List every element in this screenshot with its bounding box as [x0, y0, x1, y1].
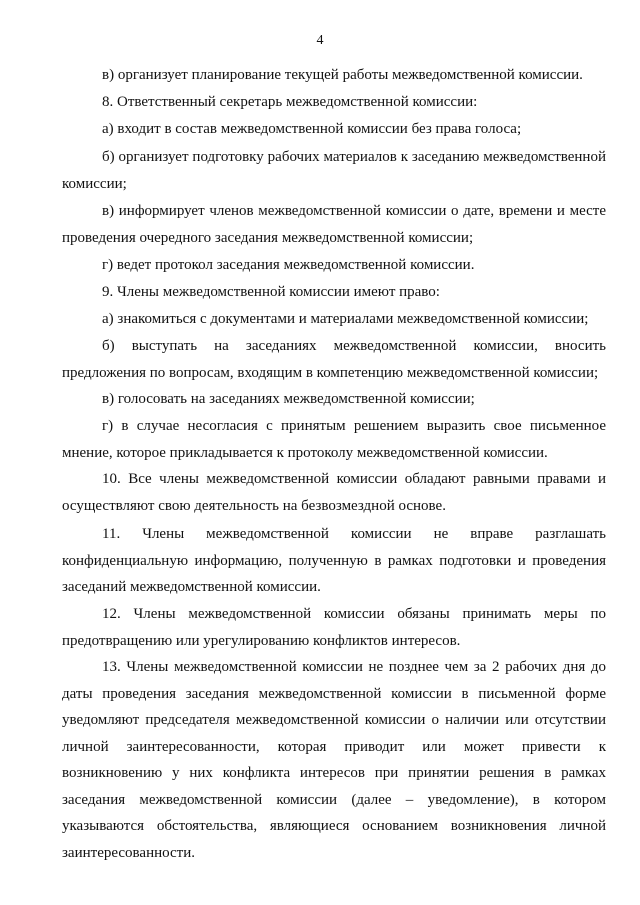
paragraph-8a: а) входит в состав межведомственной комиссии без права голоса;	[102, 121, 522, 137]
paragraph-9b: б) выступать на заседаниях межведомственной комиссии, вносить предложения по вопросам, входящим в компетенцию межведомственной комиссии;	[62, 338, 606, 381]
paragraph-12: 12. Члены межведомственной комиссии обязаны принимать меры по предотвращению или урегулированию конфликтов интересов.	[62, 606, 606, 649]
paragraph-13: 13. Члены межведомственной комиссии не позднее чем за 2 рабочих дня до даты проведения заседания межведомственной комиссии в письменной форме уведомляют председателя межведомственной комиссии о наличии или отсутствии личной заинтересованности, которая приводит или может привести к возникновению у них конфликта интересов при принятии решения в рамках заседания межведомственной комиссии (далее – уведомление), в котором указываются обстоятельства, являющиеся основанием возникновения личной заинтересованности.	[62, 659, 606, 861]
paragraph-9v: в) голосовать на заседаниях межведомственной комиссии;	[102, 391, 475, 407]
paragraph-11: 11. Члены межведомственной комиссии не вправе разглашать конфиденциальную информацию, полученную в рамках подготовки и проведения заседаний межведомственной комиссии.	[62, 526, 606, 595]
paragraph-7v: в) организует планирование текущей работы межведомственной комиссии.	[102, 67, 583, 83]
paragraph-9: 9. Члены межведомственной комиссии имеют право:	[102, 284, 440, 300]
paragraph-9g: г) в случае несогласия с принятым решением выразить свое письменное мнение, которое прикладывается к протоколу межведомственной комиссии.	[62, 418, 606, 461]
paragraph-8g: г) ведет протокол заседания межведомственной комиссии.	[102, 257, 475, 273]
paragraph-8v: в) информирует членов межведомственной комиссии о дате, времени и месте проведения очередного заседания межведомственной комиссии;	[62, 203, 606, 246]
paragraph-9a: а) знакомиться с документами и материалами межведомственной комиссии;	[102, 311, 589, 327]
paragraph-8: 8. Ответственный секретарь межведомственной комиссии:	[102, 94, 478, 110]
paragraph-8b: б) организует подготовку рабочих материалов к заседанию межведомственной комиссии;	[62, 149, 606, 192]
page-number: 4	[316, 33, 324, 48]
paragraph-10: 10. Все члены межведомственной комиссии обладают равными правами и осуществляют свою деятельность на безвозмездной основе.	[62, 471, 606, 514]
